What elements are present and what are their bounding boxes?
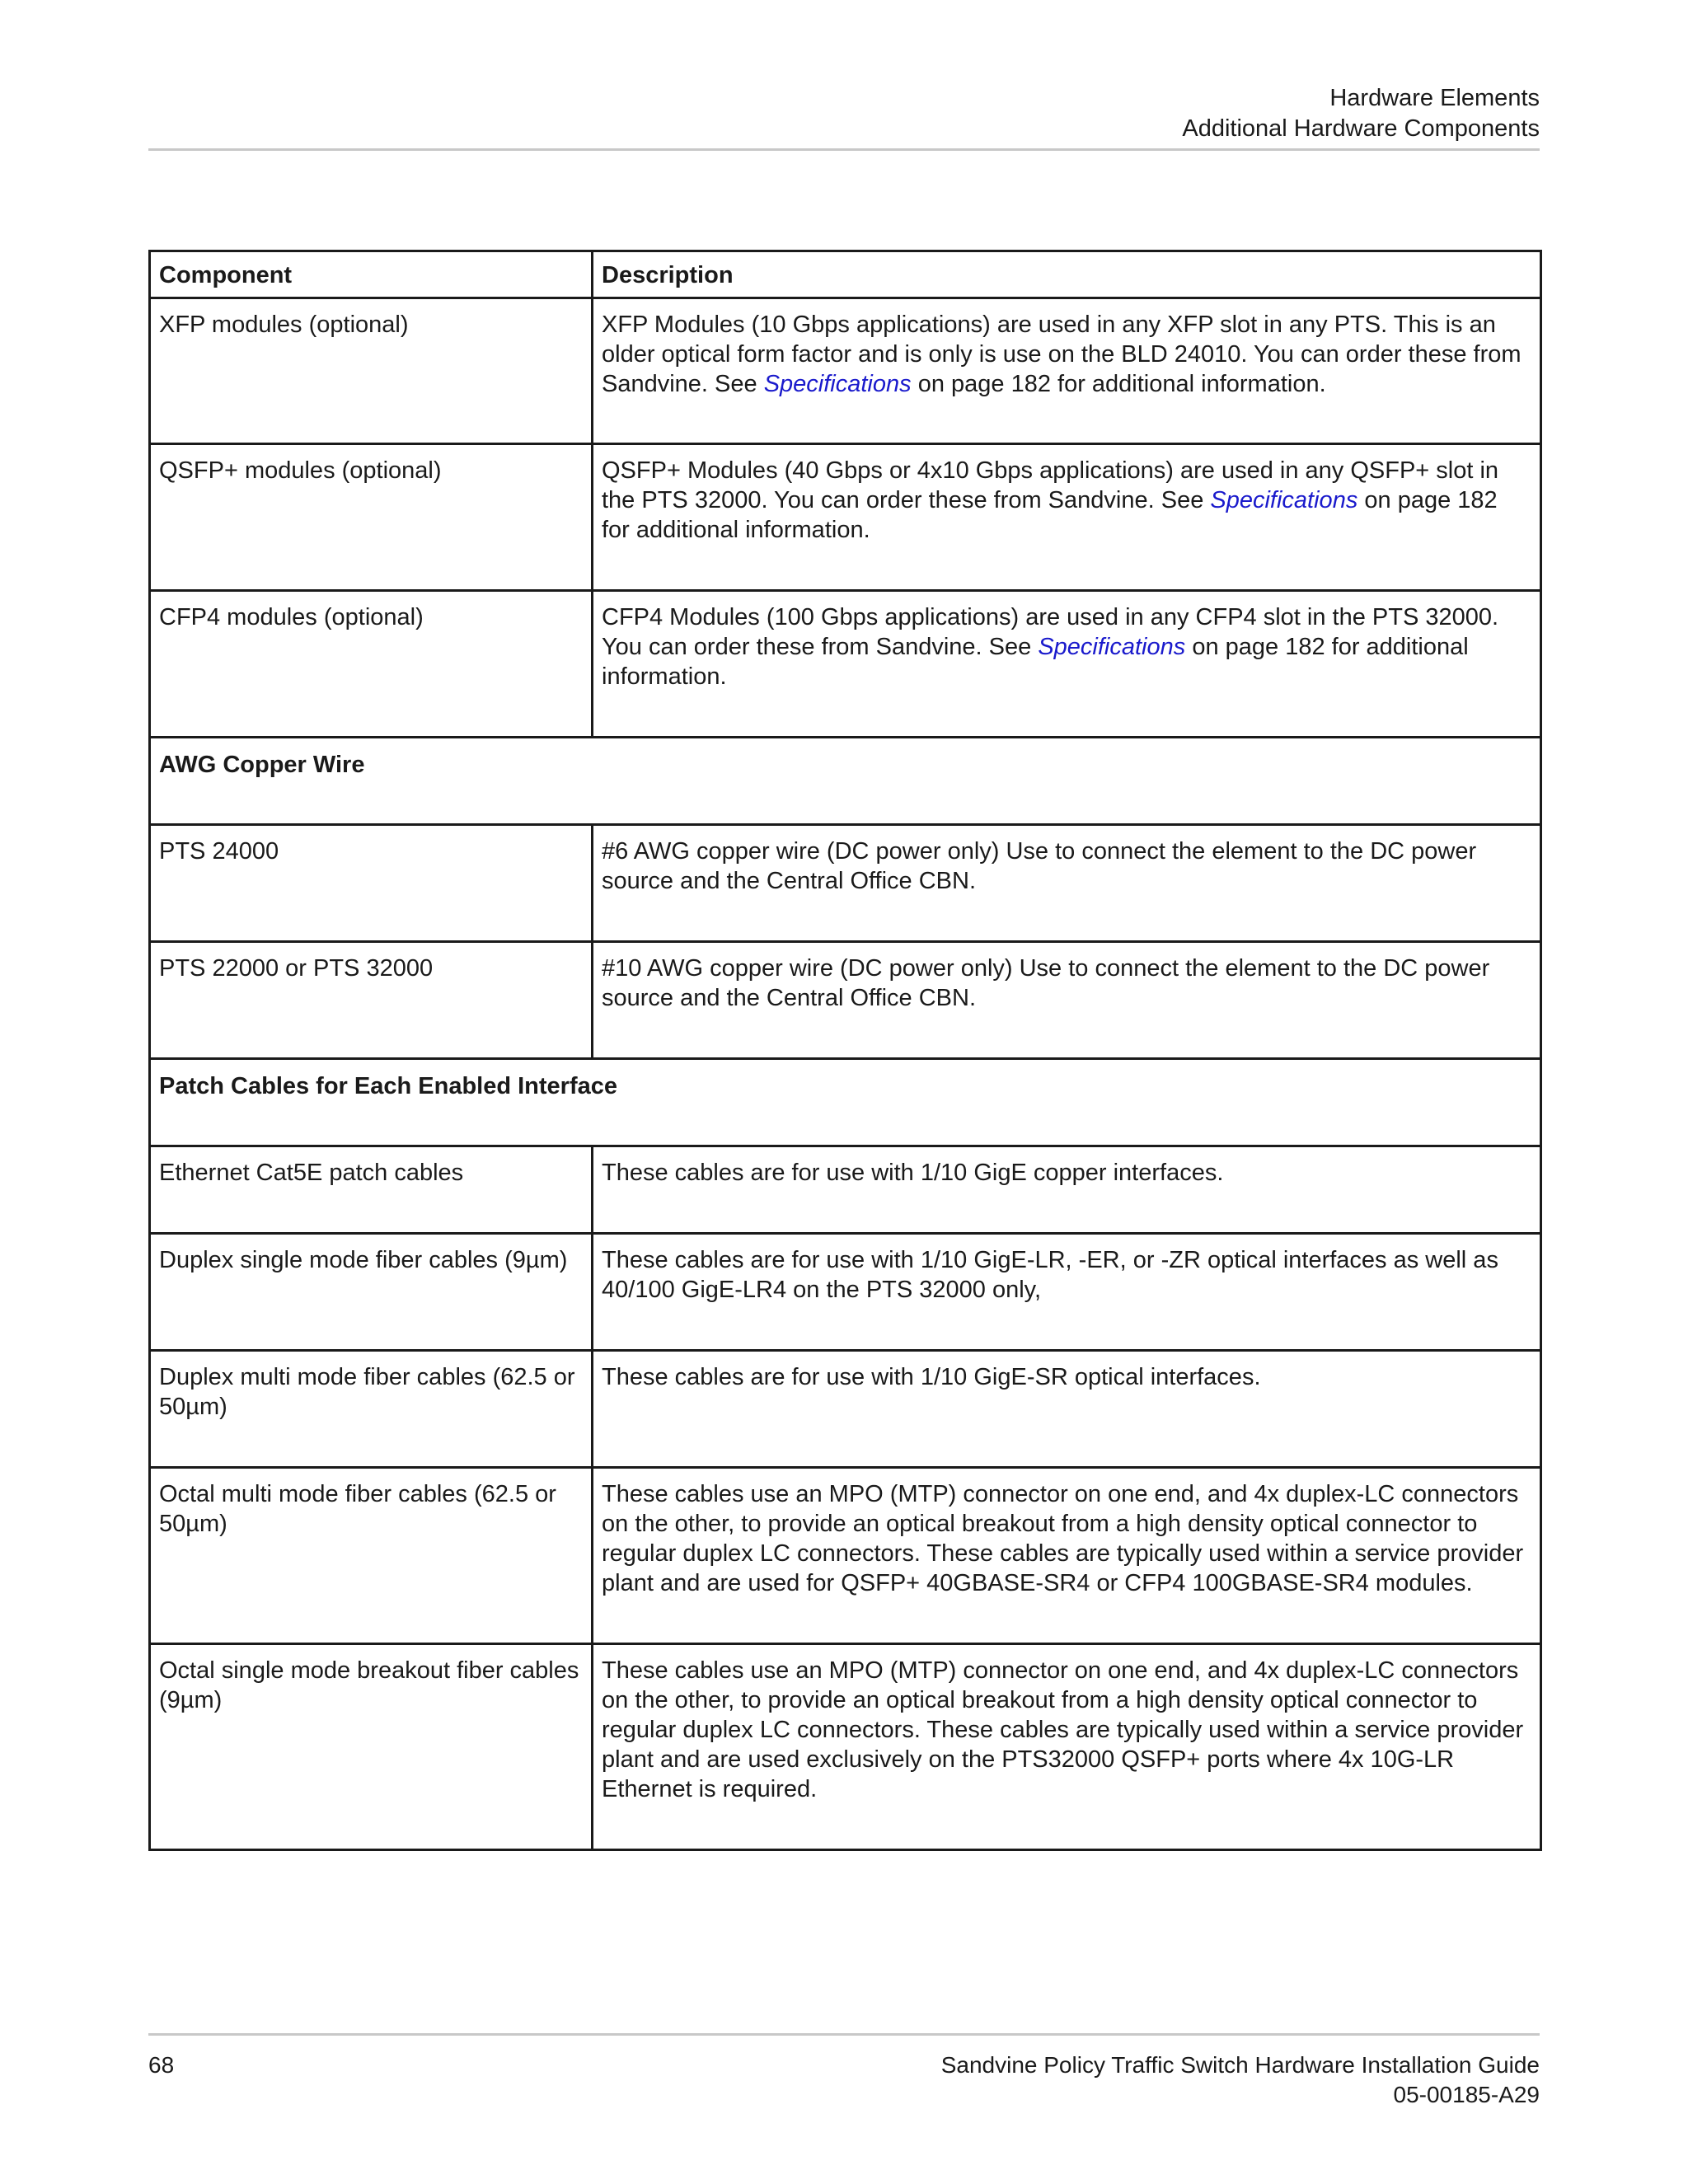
description-cell: #6 AWG copper wire (DC power only) Use to connect the element to the DC power source and the Central Office CBN. [593, 825, 1541, 942]
component-cell: XFP modules (optional) [150, 298, 593, 444]
table-row [150, 444, 1541, 591]
description-cell [593, 591, 1541, 738]
header-section: Additional Hardware Components [1182, 115, 1540, 142]
description-text: on page 182 for additional information. [602, 487, 1498, 543]
description-cell: These cables use an MPO (MTP) connector on one end, and 4x duplex-LC connectors on the other, to provide an optical breakout from a high density optical connector to regular duplex LC connectors. These cables are typically used within a service provider plant and are used for QSFP+ 40GBASE-SR4 or CFP4 100GBASE-SR4 modules. [593, 1468, 1541, 1644]
table-row [150, 1644, 1541, 1850]
table-row [150, 1146, 1541, 1234]
component-cell: CFP4 modules (optional) [150, 591, 593, 738]
description-cell: These cables are for use with 1/10 GigE-LR, -ER, or -ZR optical interfaces as well as 40/100 GigE-LR4 on the PTS 32000 only, [593, 1234, 1541, 1351]
component-cell: PTS 24000 [150, 825, 593, 942]
table-row [150, 942, 1541, 1059]
section-row [150, 738, 1541, 825]
section-heading-patch-cables: Patch Cables for Each Enabled Interface [150, 1059, 1541, 1146]
footer-doc-title: Sandvine Policy Traffic Switch Hardware Installation Guide [940, 2052, 1540, 2078]
component-cell: Duplex multi mode fiber cables (62.5 or 50µm) [150, 1351, 593, 1468]
specifications-link[interactable]: Specifications [1038, 634, 1186, 660]
running-footer [941, 2050, 1540, 2110]
table-row [150, 591, 1541, 738]
description-text: on page 182 for additional information. [911, 371, 1326, 397]
running-header [1182, 83, 1540, 144]
component-cell: Duplex single mode fiber cables (9µm) [150, 1234, 593, 1351]
component-cell: PTS 22000 or PTS 32000 [150, 942, 593, 1059]
table-row [150, 298, 1541, 444]
footer-doc-id: 05-00185-A29 [1393, 2082, 1540, 2107]
table-row [150, 1468, 1541, 1644]
table-header-row [150, 251, 1541, 298]
description-cell [593, 298, 1541, 444]
page-number: 68 [148, 2052, 175, 2078]
description-text: on page 182 for additional information. [602, 634, 1469, 690]
column-header-component: Component [150, 251, 593, 298]
components-table [148, 250, 1542, 1851]
table-row [150, 1351, 1541, 1468]
column-header-description: Description [593, 251, 1541, 298]
table-row [150, 1234, 1541, 1351]
component-cell: Octal multi mode fiber cables (62.5 or 50µm) [150, 1468, 593, 1644]
section-row [150, 1059, 1541, 1146]
description-text: CFP4 Modules (100 Gbps applications) are used in any CFP4 slot in the PTS 32000. You can order these from Sandvine. See [602, 604, 1499, 660]
component-cell: QSFP+ modules (optional) [150, 444, 593, 591]
section-heading-awg-copper-wire: AWG Copper Wire [150, 738, 1541, 825]
specifications-link[interactable]: Specifications [763, 371, 912, 397]
table-row [150, 825, 1541, 942]
description-cell [593, 444, 1541, 591]
specifications-link[interactable]: Specifications [1210, 487, 1358, 513]
components-table-container [148, 250, 1540, 1851]
component-cell: Octal single mode breakout fiber cables (9µm) [150, 1644, 593, 1850]
footer-divider [148, 2033, 1540, 2036]
description-text: XFP Modules (10 Gbps applications) are used in any XFP slot in any PTS. This is an older optical form factor and is only is use on the BLD 24010. You can order these from Sandvine. See [602, 312, 1522, 397]
description-cell: These cables are for use with 1/10 GigE-SR optical interfaces. [593, 1351, 1541, 1468]
description-cell: These cables use an MPO (MTP) connector on one end, and 4x duplex-LC connectors on the other, to provide an optical breakout from a high density optical connector to regular duplex LC connectors. These cables are typically used within a service provider plant and are used exclusively on the PTS32000 QSFP+ ports where 4x 10G-LR Ethernet is required. [593, 1644, 1541, 1850]
description-cell: These cables are for use with 1/10 GigE copper interfaces. [593, 1146, 1541, 1234]
header-chapter: Hardware Elements [1329, 85, 1540, 111]
description-cell: #10 AWG copper wire (DC power only) Use to connect the element to the DC power source and the Central Office CBN. [593, 942, 1541, 1059]
description-text: QSFP+ Modules (40 Gbps or 4x10 Gbps applications) are used in any QSFP+ slot in the PTS 32000. You can order these from Sandvine. See [602, 457, 1499, 513]
component-cell: Ethernet Cat5E patch cables [150, 1146, 593, 1234]
header-divider [148, 148, 1540, 151]
